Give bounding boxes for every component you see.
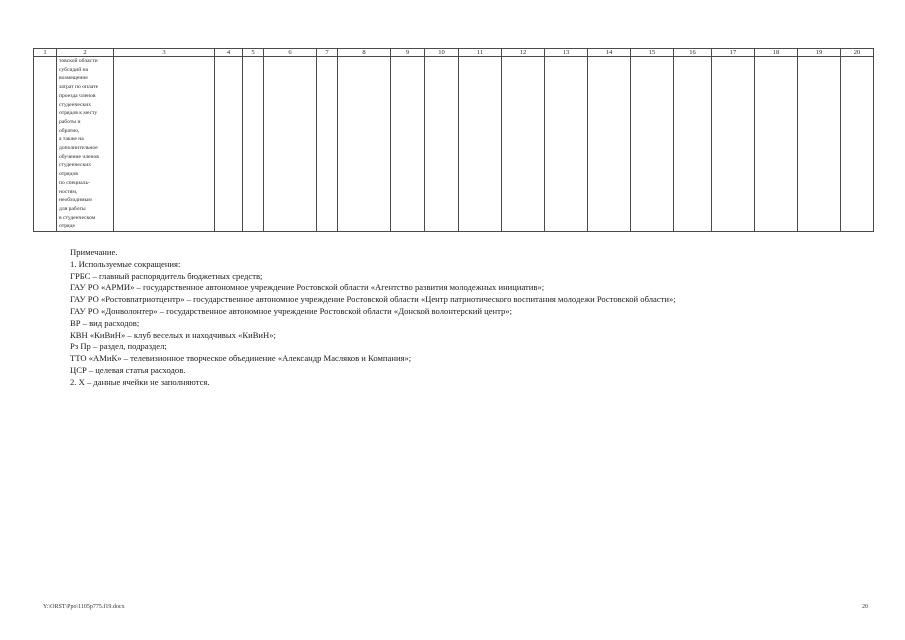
column-header-12: 12 xyxy=(502,49,545,57)
description-line: проезда членов xyxy=(59,92,96,99)
column-header-17: 17 xyxy=(712,49,755,57)
note-line: ТТО «АМиК» – телевизионное творческое объединение «Александр Масляков и Компания»; xyxy=(70,353,412,364)
table-header-row xyxy=(34,49,874,57)
empty-cell-col-8 xyxy=(338,57,391,232)
column-header-10: 10 xyxy=(425,49,459,57)
empty-cell-col-13 xyxy=(545,57,588,232)
empty-cell-col-5 xyxy=(243,57,264,232)
note-line: ГАУ РО «Ростовпатриотцентр» – государственное автономное учреждение Ростовской области «Центр патриотического воспитания молодежи Ростовской области»; xyxy=(70,294,676,305)
empty-cell-col-12 xyxy=(502,57,545,232)
column-header-19: 19 xyxy=(798,49,841,57)
description-line: отрядов xyxy=(59,171,78,178)
notes-title: Примечание. xyxy=(70,247,118,257)
column-header-14: 14 xyxy=(588,49,631,57)
empty-cell-col-3 xyxy=(114,57,215,232)
empty-cell-col-10 xyxy=(425,57,459,232)
description-line: ностям, xyxy=(59,188,78,195)
empty-cell-col-7 xyxy=(317,57,338,232)
empty-cell-col-18 xyxy=(755,57,798,232)
note-line: 2. Х – данные ячейки не заполняются. xyxy=(70,376,210,387)
empty-cell-col-1 xyxy=(34,57,57,232)
description-line: по специаль- xyxy=(59,179,90,186)
column-header-9: 9 xyxy=(391,49,425,57)
table-row xyxy=(34,57,874,232)
empty-cell-col-6 xyxy=(264,57,317,232)
empty-cell-col-14 xyxy=(588,57,631,232)
notes-section xyxy=(70,247,870,389)
description-line: работы и xyxy=(59,118,81,125)
description-line: обучение членов xyxy=(59,153,99,160)
description-line: затрат по оплате xyxy=(59,84,99,91)
column-header-8: 8 xyxy=(338,49,391,57)
column-header-11: 11 xyxy=(459,49,502,57)
description-line: обратно, xyxy=(59,127,80,134)
empty-cell-col-9 xyxy=(391,57,425,232)
note-line: ГРБС – главный распорядитель бюджетных средств; xyxy=(70,270,263,281)
column-header-3: 3 xyxy=(114,49,215,57)
page-number: 20 xyxy=(862,604,868,610)
budget-table xyxy=(33,48,874,232)
note-line: ГАУ РО «АРМИ» – государственное автономное учреждение Ростовской области «Агентство развития молодежных инициатив»; xyxy=(70,282,545,293)
description-line: отрядов к месту xyxy=(59,110,98,117)
note-line: 1. Используемые сокращения: xyxy=(70,258,181,269)
column-header-7: 7 xyxy=(317,49,338,57)
note-line: ГАУ РО «Донволонтер» – государственное автономное учреждение Ростовской области «Донской волонтерский центр»; xyxy=(70,305,512,316)
empty-cell-col-19 xyxy=(798,57,841,232)
description-line: а также на xyxy=(59,136,84,143)
empty-cell-col-4 xyxy=(215,57,243,232)
description-line: отряде xyxy=(59,223,75,230)
column-header-15: 15 xyxy=(631,49,674,57)
note-line: Рз Пр – раздел, подраздел; xyxy=(70,341,167,352)
description-line: необходимым xyxy=(59,197,92,204)
description-line: студенческих xyxy=(59,162,92,169)
description-line: возмещение xyxy=(59,75,88,82)
description-line: дополнительное xyxy=(59,145,98,152)
description-line: для работы xyxy=(59,205,86,212)
empty-cell-col-11 xyxy=(459,57,502,232)
column-header-13: 13 xyxy=(545,49,588,57)
note-line: ЦСР – целевая статья расходов. xyxy=(70,364,186,375)
column-header-1: 1 xyxy=(34,49,57,57)
column-header-4: 4 xyxy=(215,49,243,57)
column-header-18: 18 xyxy=(755,49,798,57)
description-line: товской области xyxy=(59,58,98,64)
description-cell xyxy=(57,57,114,232)
footer-file-path: Y:\ORST\Ppo\1105p775.f19.docx xyxy=(43,604,125,610)
note-line: ВР – вид расходов; xyxy=(70,317,140,328)
empty-cell-col-20 xyxy=(841,57,874,232)
column-header-16: 16 xyxy=(674,49,712,57)
empty-cell-col-15 xyxy=(631,57,674,232)
description-line: студенческих xyxy=(59,101,92,108)
empty-cell-col-17 xyxy=(712,57,755,232)
column-header-5: 5 xyxy=(243,49,264,57)
note-line: КВН «КиВиН» – клуб веселых и находчивых «КиВиН»; xyxy=(70,329,276,340)
empty-cell-col-16 xyxy=(674,57,712,232)
column-header-6: 6 xyxy=(264,49,317,57)
description-line: субсидий на xyxy=(59,66,89,73)
column-header-2: 2 xyxy=(57,49,114,57)
column-header-20: 20 xyxy=(841,49,874,57)
description-line: в студенческом xyxy=(59,214,96,221)
